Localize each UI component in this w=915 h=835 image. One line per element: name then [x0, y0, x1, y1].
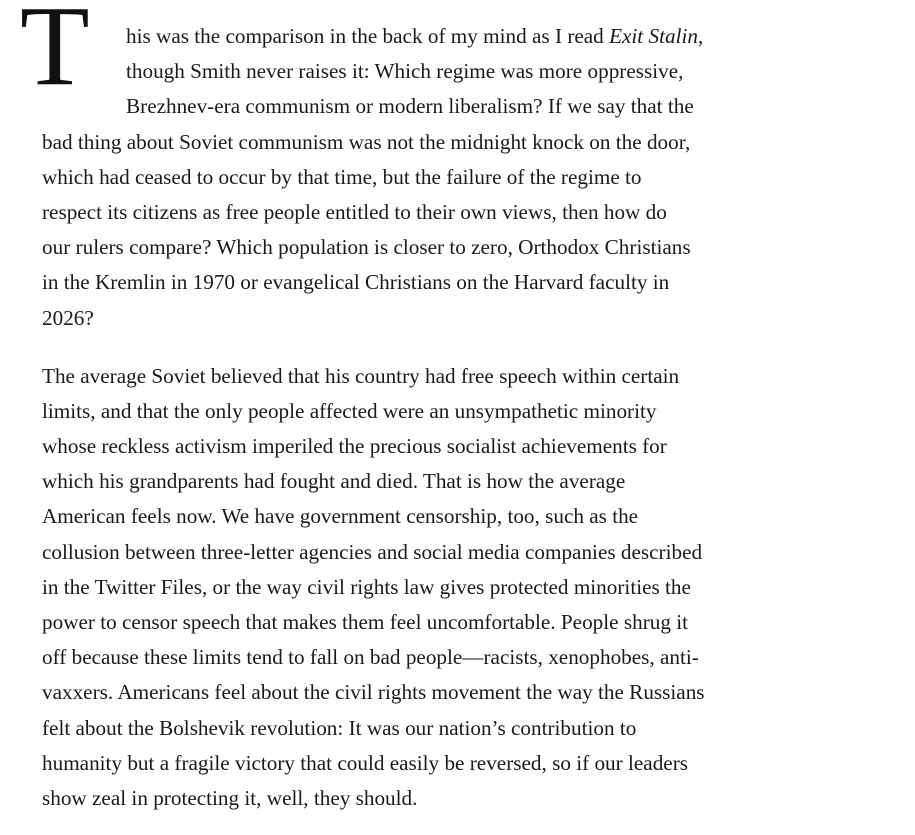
text-line: American feels now. We have government censorship, too, such as the — [42, 504, 639, 529]
text-line: felt about the Bolshevik revolution: It was our nation’s contribution to — [42, 715, 637, 740]
text-line: limits, and that the only people affected were an unsympathetic minority — [42, 398, 657, 423]
text-line: vaxxers. Americans feel about the civil rights movement the way the Russians — [42, 680, 705, 705]
paragraph-2 — [42, 359, 842, 816]
text-line: power to censor speech that makes them feel uncomfortable. People shrug it — [42, 610, 689, 634]
text-line: in the Kremlin in 1970 or evangelical Christians on the Harvard faculty in — [42, 270, 670, 295]
text-line: Brezhnev-era communism or modern liberalism? If we say that the — [126, 94, 694, 119]
text-fragment: his was the comparison in the back of my mind as I read — [126, 24, 610, 48]
text-line: collusion between three-letter agencies and social media companies described — [42, 539, 703, 564]
article-body — [42, 19, 842, 816]
text-line: humanity but a fragile victory that could easily be reversed, so if our leaders — [42, 750, 689, 775]
text-line: our rulers compare? Which population is closer to zero, Orthodox Christians — [42, 235, 691, 260]
text-line: off because these limits tend to fall on bad people—racists, xenophobes, anti- — [42, 645, 699, 670]
text-line: The average Soviet believed that his country had free speech within certain — [42, 363, 680, 388]
text-line: in the Twitter Files, or the way civil rights law gives protected minorities the — [42, 574, 691, 599]
text-line: which had ceased to occur by that time, but the failure of the regime to — [42, 164, 642, 189]
paragraph-1 — [42, 19, 842, 336]
text-fragment: , — [697, 24, 704, 48]
book-title: Exit Stalin — [609, 24, 698, 48]
text-line: whose reckless activism imperiled the precious socialist achievements for — [42, 434, 667, 459]
text-line: though Smith never raises it: Which regime was more oppressive, — [126, 59, 684, 84]
text-line — [42, 19, 842, 54]
text-line: 2026? — [42, 305, 94, 330]
text-line: show zeal in protecting it, well, they should. — [42, 785, 418, 810]
text-line: bad thing about Soviet communism was not the midnight knock on the door, — [42, 129, 691, 154]
text-line: respect its citizens as free people entitled to their own views, then how do — [42, 199, 667, 224]
text-line: which his grandparents had fought and died. That is how the average — [42, 469, 626, 494]
drop-cap: T — [20, 0, 90, 109]
